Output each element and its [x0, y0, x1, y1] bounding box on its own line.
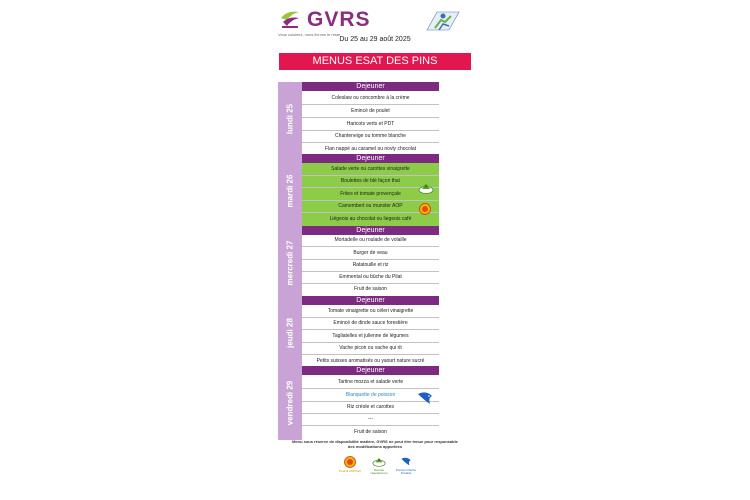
menu-item: Salade verte ou carottes vinaigrette	[331, 166, 410, 172]
day-items-vendredi	[302, 375, 439, 440]
divider	[302, 425, 439, 426]
menu-banner: MENUS ESAT DES PINS	[279, 53, 471, 70]
day-tab-jeudi	[278, 296, 302, 370]
menu-item: Chanteneige ou tomme blanche	[335, 133, 406, 139]
divider	[302, 200, 439, 201]
divider	[302, 354, 439, 355]
aop-label-icon	[419, 203, 431, 215]
legend-item	[366, 456, 392, 476]
divider	[302, 329, 439, 330]
menu-item: Boulettes de blé façon thaï	[340, 178, 401, 184]
menu-item: ---	[368, 416, 373, 422]
divider	[302, 142, 439, 143]
menu-item: Emincé de poulet	[351, 108, 390, 114]
brand-name: GVRS	[307, 8, 371, 31]
menu-item: Tagliatelles et julienne de légumes	[332, 333, 409, 339]
day-tab-mardi	[278, 154, 302, 228]
menu-item: Tartine mozza et salade verte	[337, 379, 404, 385]
menu-item: Frites et tomate provençale	[340, 191, 401, 197]
menu-item: Emmental ou bûche du Pilat	[339, 274, 402, 280]
fish-label-icon	[416, 390, 434, 406]
legend-label: Recette végétarienne	[370, 467, 388, 475]
divider	[302, 175, 439, 176]
legend-item	[338, 456, 362, 473]
meal-header: Dejeuner	[302, 226, 439, 235]
fish-label-icon	[400, 456, 412, 467]
aop-label-icon	[344, 456, 356, 468]
meal-header: Dejeuner	[302, 366, 439, 375]
menu-item: Mortadelle ou roulade de volaille	[334, 237, 407, 243]
day-items-lundi	[302, 91, 439, 156]
menu-item: Vache picon ou vache qui rit	[339, 345, 402, 351]
divider	[302, 342, 439, 343]
day-label: vendredi 29	[285, 380, 295, 426]
menu-item: Liégeois au chocolat ou liegeois café	[329, 216, 412, 222]
footnote-line: des modifications apportées	[347, 444, 403, 449]
day-items-mardi	[302, 163, 439, 227]
day-items-jeudi	[302, 305, 439, 370]
meal-header: Dejeuner	[302, 154, 439, 163]
menu-item: Fruit de saison	[354, 429, 387, 435]
divider	[302, 317, 439, 318]
menu-item: Burger de veau	[353, 250, 388, 256]
divider	[302, 271, 439, 272]
leaf-logo-icon	[277, 8, 303, 30]
menu-item: Tomate vinaigrette ou céleri vinaigrette	[327, 308, 414, 314]
day-label: mercredi 27	[285, 240, 295, 286]
menu-item: Riz créole et carottes	[347, 404, 394, 410]
meal-header: Dejeuner	[302, 82, 439, 91]
footnote-line: Menu sous réserve de disponibilité matière, GVRS ne peut être tenue pour responsable	[292, 439, 458, 444]
legend-label: Produit AOP/IGP	[338, 468, 362, 473]
divider	[302, 130, 439, 131]
brand-tagline: Vous cuisinez, nous livrons le reste	[278, 32, 341, 37]
menu-item: Ratatouille et riz	[352, 262, 389, 268]
day-label: jeudi 28	[285, 318, 295, 348]
meal-header: Dejeuner	[302, 296, 439, 305]
vegetarian-dish-icon	[418, 182, 434, 194]
legend-item	[394, 456, 418, 476]
day-tab-vendredi	[278, 366, 302, 440]
menu-item: Coleslaw ou concombre à la crème	[331, 95, 410, 101]
partner-logo-icon	[425, 8, 461, 36]
menu-item: Haricots verts et PDT	[346, 121, 395, 127]
menu-item: Blanquette de poisson	[345, 392, 396, 398]
day-tab-lundi	[278, 82, 302, 156]
menu-dates: Du 25 au 29 août 2025	[339, 36, 411, 43]
menu-item: Fruit de saison	[354, 286, 387, 292]
menu-item: Flan nappé au caramel ou novly chocolat	[324, 146, 417, 152]
divider	[302, 246, 439, 247]
day-items-mercredi	[302, 235, 439, 300]
gvrs-logo	[277, 8, 387, 36]
day-label: lundi 25	[285, 103, 295, 135]
menu-item: Petits suisses aromatisés ou yaourt nature sucré	[316, 358, 425, 364]
legend-label: Poisson Pêche Durable	[395, 467, 416, 475]
divider	[302, 388, 439, 389]
menu-item: Emincé de dinde sauce forestière	[333, 320, 408, 326]
divider	[302, 283, 439, 284]
divider	[302, 259, 439, 260]
divider	[302, 413, 439, 414]
footnote	[275, 439, 475, 449]
day-label: mardi 26	[285, 174, 295, 208]
divider	[302, 117, 439, 118]
divider	[302, 104, 439, 105]
vegetarian-dish-icon	[372, 456, 386, 467]
menu-item: Camembert ou munster AOP	[338, 203, 403, 209]
day-tab-mercredi	[278, 226, 302, 300]
